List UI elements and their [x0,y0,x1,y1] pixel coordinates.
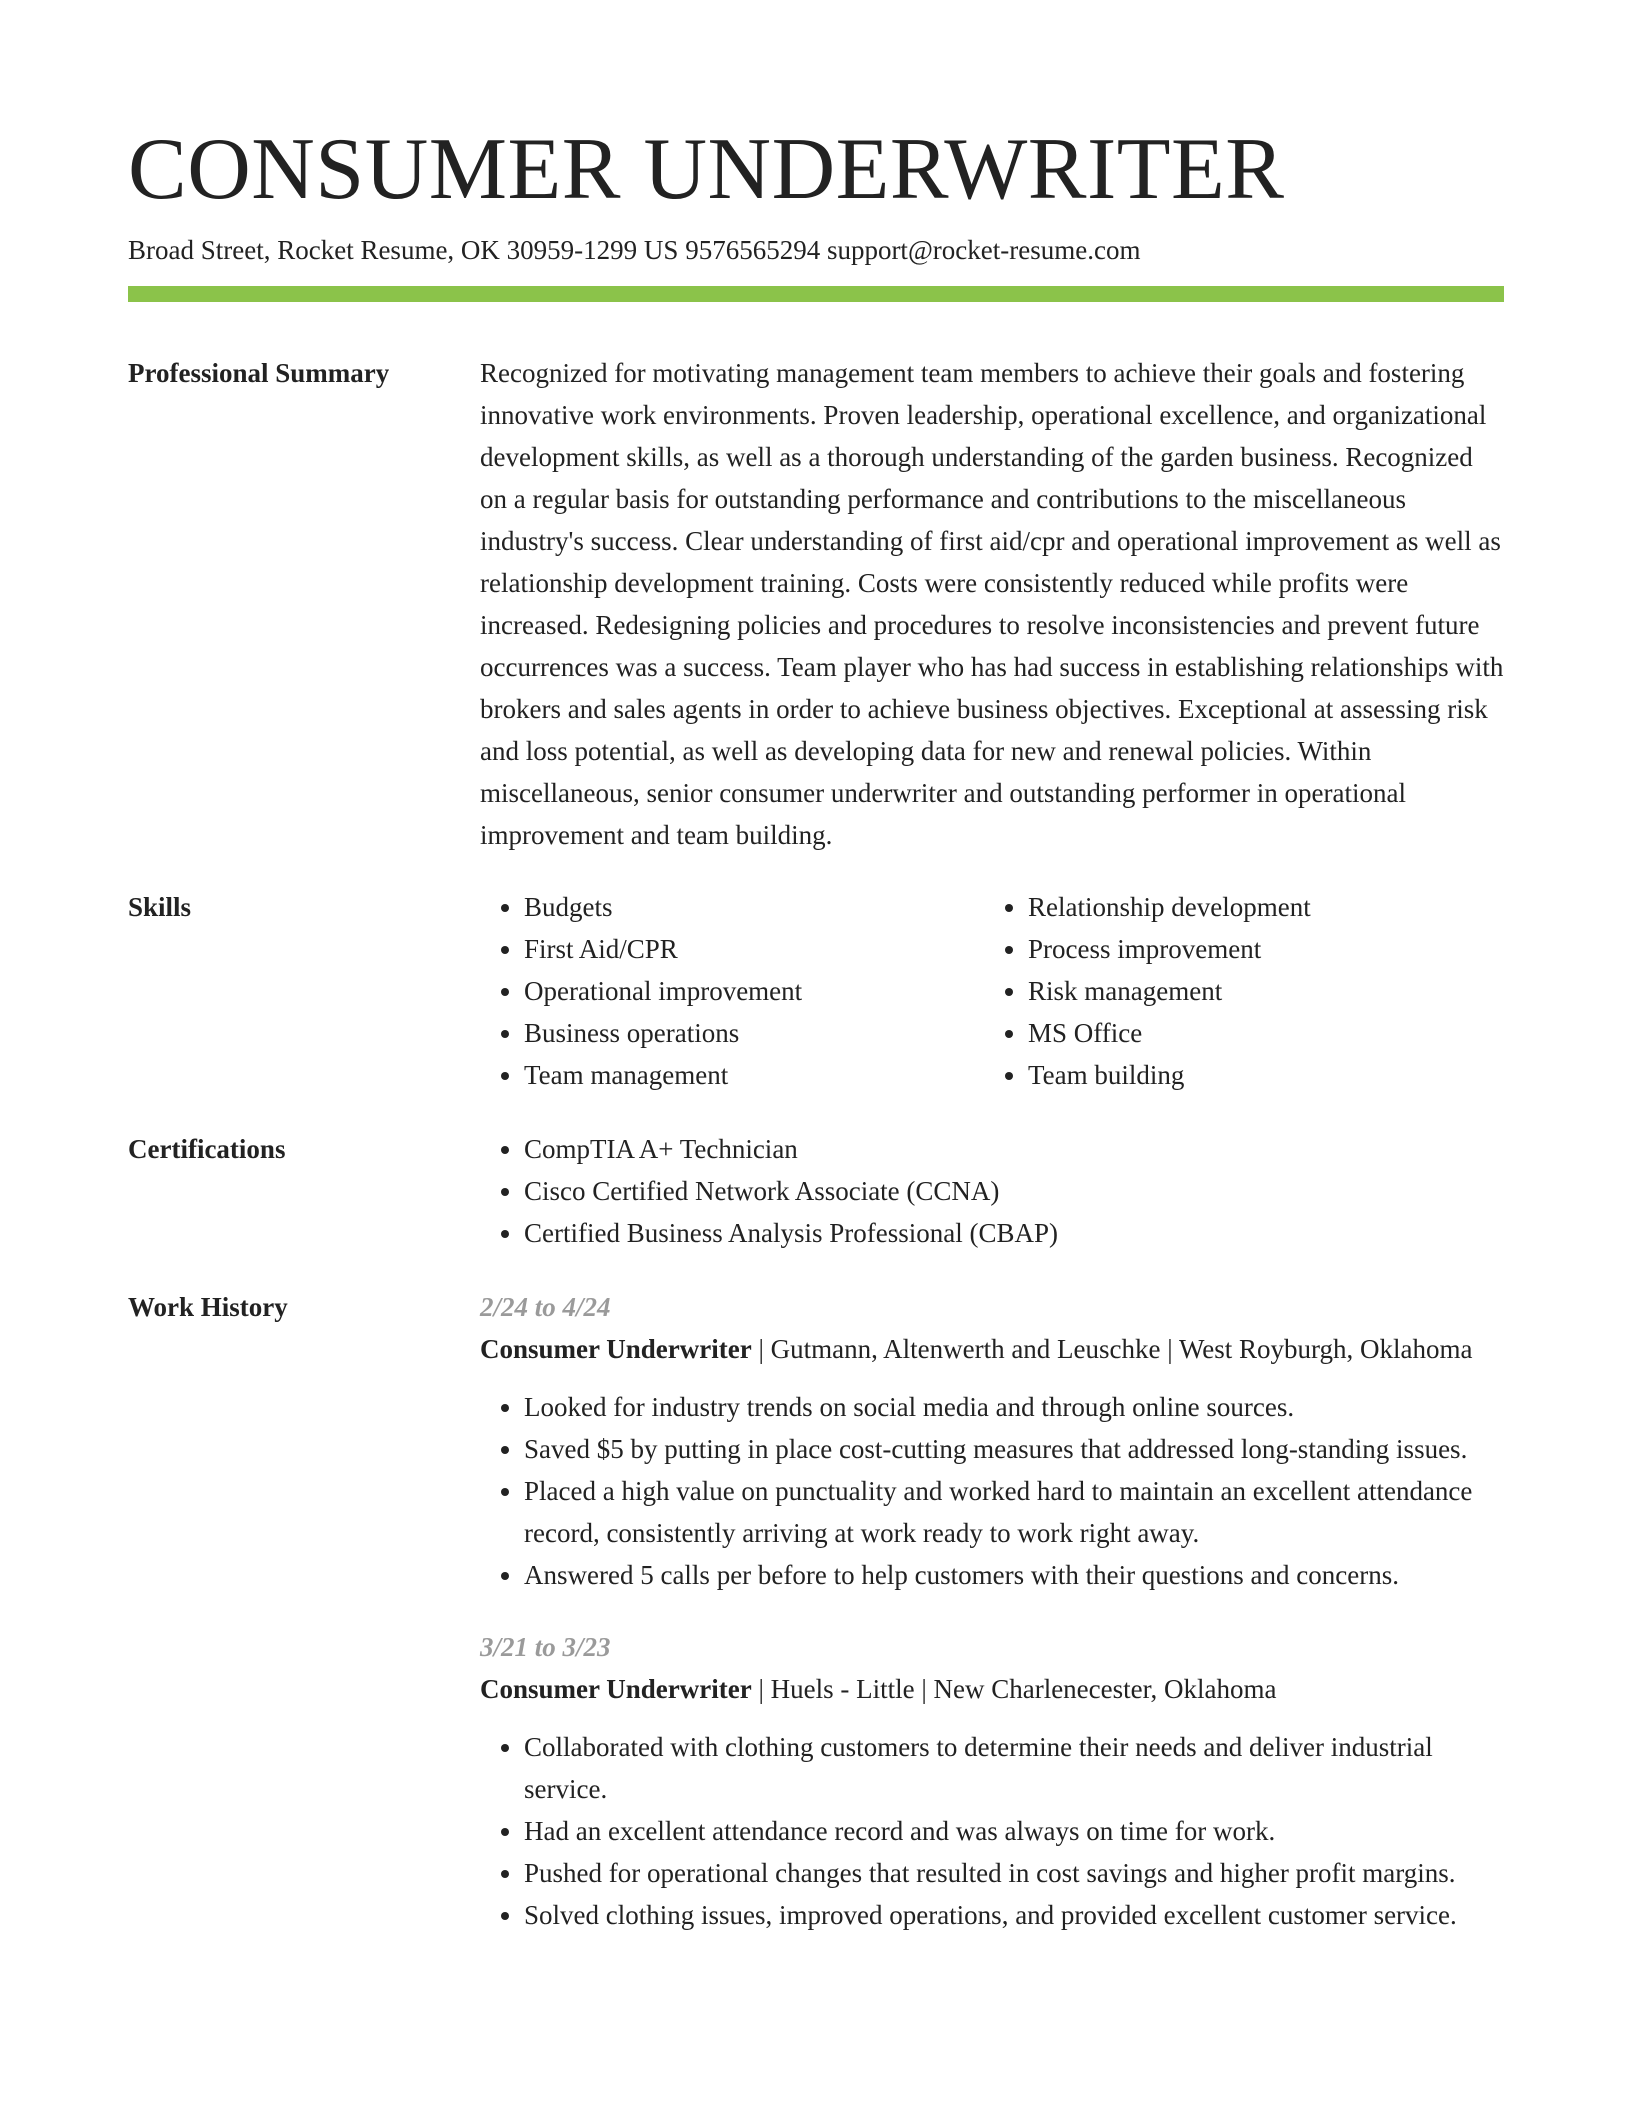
skills-grid [480,886,1504,1096]
resume-page [128,120,1504,1966]
certification-item: • Certified Business Analysis Professional (CBAP) [524,1212,1504,1254]
skill-item: • Relationship development [1028,886,1488,928]
section-label-skills: Skills [128,892,192,922]
contact-address: Broad Street, Rocket Resume, OK 30959-1299 US [128,235,679,265]
job-title: Consumer Underwriter [480,1334,752,1364]
job-bullet: • Placed a high value on punctuality and worked hard to maintain an excellent attendance record, consistently arriving at work ready to work right away. [524,1470,1504,1554]
job-bullet: • Collaborated with clothing customers to determine their needs and deliver industrial service. [524,1726,1504,1810]
skill-item: • Process improvement [1028,928,1488,970]
job-bullet: • Solved clothing issues, improved operations, and provided excellent customer service. [524,1894,1504,1936]
job-entry [480,1626,1504,1936]
job-title-line [480,1328,1504,1370]
skill-item: • MS Office [1028,1012,1488,1054]
job-location: West Royburgh, Oklahoma [1178,1334,1473,1364]
skill-item: • Team building [1028,1054,1488,1096]
job-bullet: • Saved $5 by putting in place cost-cutting measures that addressed long-standing issues. [524,1428,1504,1470]
certification-item: • Cisco Certified Network Associate (CCNA) [524,1170,1504,1212]
job-location: New Charlenecester, Oklahoma [933,1674,1277,1704]
job-separator: | [751,1674,771,1704]
job-dates: 2/24 to 4/24 [480,1292,611,1322]
job-company: Gutmann, Altenwerth and Leuschke [770,1334,1161,1364]
work-history-body [480,1286,1504,1966]
job-separator: | [914,1674,934,1704]
job-company: Huels - Little [770,1674,915,1704]
contact-line [128,232,1504,268]
header-divider [128,286,1504,302]
contact-phone: 9576565294 [685,235,821,265]
job-bullet: • Pushed for operational changes that resulted in cost savings and higher profit margins. [524,1852,1504,1894]
section-label-work-history: Work History [128,1292,288,1322]
job-title: Consumer Underwriter [480,1674,752,1704]
section-work-history [128,1286,1504,1966]
candidate-name: CONSUMER UNDERWRITER [128,121,1285,218]
job-bullet: • Had an excellent attendance record and was always on time for work. [524,1810,1504,1852]
job-bullets [480,1726,1504,1936]
skills-column-right [984,886,1488,1096]
job-separator: | [1160,1334,1179,1364]
job-title-line [480,1668,1504,1710]
job-dates: 3/21 to 3/23 [480,1632,611,1662]
skill-item: • Team management [524,1054,984,1096]
job-separator: | [751,1334,771,1364]
job-bullets [480,1386,1504,1596]
skills-column-left [480,886,984,1096]
skill-item: • Budgets [524,886,984,928]
certification-item: • CompTIA A+ Technician [524,1128,1504,1170]
summary-body [480,352,1504,856]
skills-body [480,886,1504,1096]
summary-text: Recognized for motivating management team members to achieve their goals and fostering innovative work environments. Proven leadership, operational excellence, and organizational development skills, as well as a thorough understanding of the garden business. Recognized on a regular basis for outstanding performance and contributions to the miscellaneous industry's success. Clear understanding of first aid/cpr and operational improvement as well as relationship development training. Costs were consistently reduced while profits were increased. Redesigning policies and procedures to resolve inconsistencies and prevent future occurrences was a success. Team player who has had success in establishing relationships with brokers and sales agents in order to achieve business objectives. Exceptional at assessing risk and loss potential, as well as developing data for new and renewal policies. Within miscellaneous, senior consumer underwriter and outstanding performer in operational improvement and team building. [480,358,1504,850]
section-skills [128,886,1504,1096]
section-label-certifications: Certifications [128,1134,286,1164]
skill-item: • First Aid/CPR [524,928,984,970]
section-certifications [128,1128,1504,1254]
job-entry [480,1286,1504,1596]
skills-list-left [480,886,984,1096]
skill-item: • Business operations [524,1012,984,1054]
section-label-summary: Professional Summary [128,358,390,388]
job-bullet: • Answered 5 calls per before to help customers with their questions and concerns. [524,1554,1504,1596]
certifications-list [480,1128,1504,1254]
job-bullet: • Looked for industry trends on social media and through online sources. [524,1386,1504,1428]
skill-item: • Operational improvement [524,970,984,1012]
skills-list-right [984,886,1488,1096]
section-professional-summary [128,352,1504,856]
contact-email[interactable]: support@rocket-resume.com [826,235,1141,265]
certifications-body [480,1128,1504,1254]
skill-item: • Risk management [1028,970,1488,1012]
